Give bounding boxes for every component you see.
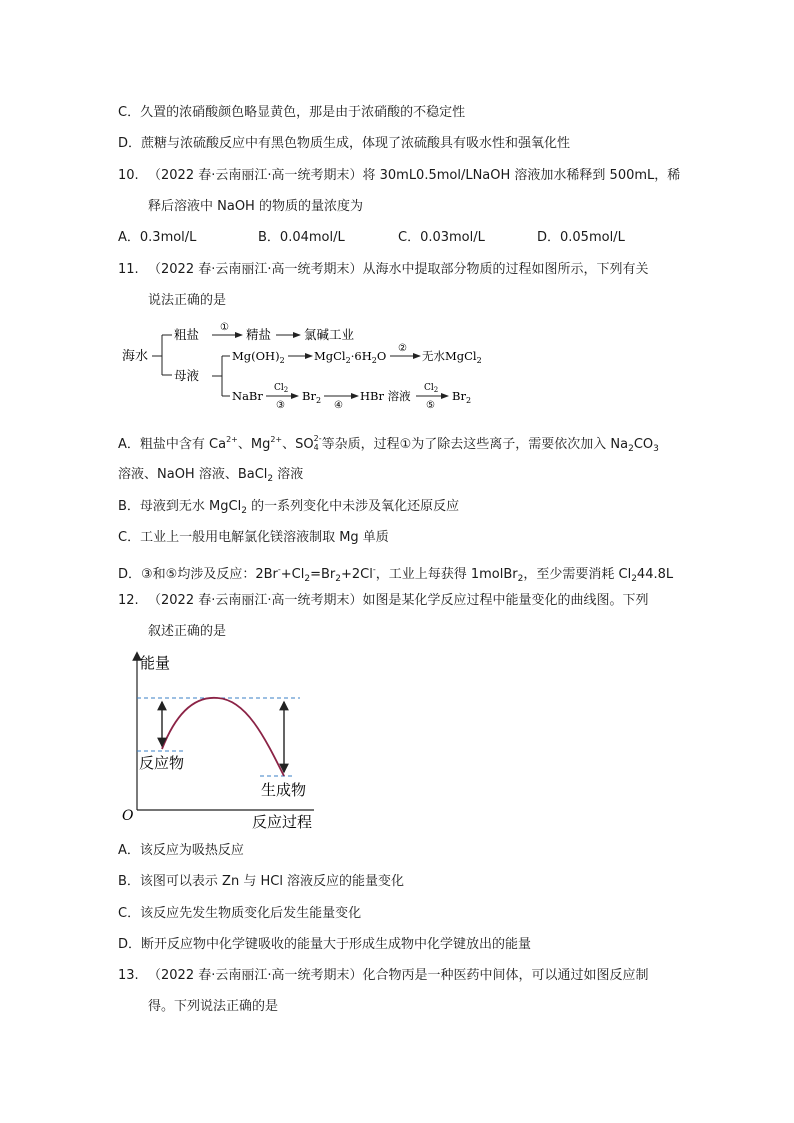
crude-salt-label: 粗盐 — [174, 327, 200, 342]
step4-label: ④ — [334, 400, 343, 410]
q12-option-b: B．该图可以表示 Zn 与 HCl 溶液反应的能量变化 — [118, 874, 405, 889]
q12-stem-line1: （2022 春·云南丽江·高一统考期末）如图是某化学反应过程中能量变化的曲线图。下列 — [148, 593, 649, 608]
mgcl2-hydrate-formula: MgCl — [314, 349, 346, 363]
product-label: 生成物 — [261, 781, 307, 799]
q11-stem-line1: （2022 春·云南丽江·高一统考期末）从海水中提取部分物质的过程如图所示，下列有关 — [148, 262, 649, 277]
cl2-reagent-3: Cl — [274, 383, 284, 393]
q13-stem-line1: （2022 春·云南丽江·高一统考期末）化合物丙是一种医药中间体，可以通过如图反应制 — [148, 968, 649, 983]
step1-label: ① — [220, 322, 229, 333]
br2-final-formula: Br — [452, 389, 466, 403]
mgoh2-formula: Mg(OH) — [232, 349, 280, 363]
step2-label: ② — [398, 343, 407, 354]
cl2-reagent-5: Cl — [424, 383, 434, 393]
origin-label: O — [122, 808, 134, 824]
anhydrous-mgcl2-sub: 2 — [476, 356, 482, 365]
q10-stem-line2: 释后溶液中 NaOH 的物质的量浓度为 — [148, 199, 363, 214]
step3-label: ③ — [276, 400, 285, 410]
q10-option-c: C．0.03mol/L — [398, 230, 485, 245]
nabr-formula: NaBr — [232, 389, 263, 403]
mgcl2-hydrate-sub2: 2 — [371, 356, 377, 365]
svg-text:Mg(OH)2 — [232, 349, 285, 365]
svg-text:Br2: $Br_2$ — [452, 389, 472, 405]
br2-formula: Br — [302, 389, 316, 403]
chlor-alkali-label: 氯碱工业 — [304, 327, 355, 342]
seawater-process-diagram — [118, 318, 498, 410]
q12-number: 12. — [118, 593, 139, 608]
q10-stem-line1: （2022 春·云南丽江·高一统考期末）将 30mL0.5mol/LNaOH 溶液加水稀释到 500mL，稀 — [148, 168, 681, 183]
q9-option-d: D．蔗糖与浓硫酸反应中有黑色物质生成，体现了浓硫酸具有吸水性和强氧化性 — [118, 136, 571, 151]
q11-option-a-line1: A．粗盐中含有 $Ca^{2+}$、$Mg^{2+}$、SO 2- 4 等杂质，过程①为了除去这些离子，需要依次加入 $Na_2CO_3$ — [118, 434, 659, 454]
reactant-label: 反应物 — [139, 754, 185, 772]
y-axis-label: 能量 — [140, 654, 171, 672]
fine-salt-label: 精盐 — [246, 327, 272, 342]
q10-number: 10. — [118, 168, 139, 183]
mother-liquor-label: 母液 — [174, 368, 200, 383]
mgcl2-hydrate-end: O — [376, 349, 387, 363]
mgcl2-hydrate-mid: ·6H — [350, 349, 372, 363]
svg-text:Cl2: $Cl_2$ — [274, 383, 289, 394]
seawater-label: 海水 — [122, 349, 149, 364]
step5-label: ⑤ — [426, 400, 435, 410]
q11-option-c: C．工业上一般用电解氯化镁溶液制取 Mg 单质 — [118, 530, 389, 545]
q12-stem-line2: 叙述正确的是 — [148, 624, 227, 639]
q12-option-c: C．该反应先发生物质变化后发生能量变化 — [118, 906, 362, 921]
hbr-solution-label: HBr 溶液 — [360, 389, 411, 403]
q11-option-a-line2: 溶液、NaOH 溶液、BaCl$_2$ 溶液 — [118, 467, 304, 484]
q10-option-d: D．0.05mol/L — [537, 230, 625, 245]
q10-option-b: B．0.04mol/L — [258, 230, 345, 245]
x-axis-label: 反应过程 — [252, 813, 313, 831]
q11-stem-line2: 说法正确的是 — [148, 293, 227, 308]
svg-text:Cl2: $Cl_2$ — [424, 383, 439, 394]
mgoh2-subscript: 2 — [279, 356, 285, 365]
q11-option-d: D．③和⑤均涉及反应：$2Br^-+Cl_2=Br_2+2Cl^-$，工业上每获得 1molBr$_2$，至少需要消耗 $Cl_244.8L$ — [118, 565, 674, 584]
svg-text:MgCl2·6H2O — [314, 349, 386, 365]
q13-stem-line2: 得。下列说法正确的是 — [148, 999, 279, 1014]
q9-option-c: C．久置的浓硝酸颜色略显黄色，那是由于浓硝酸的不稳定性 — [118, 105, 466, 120]
q11-option-b: B．母液到无水 MgCl$_2$ 的一系列变化中未涉及氧化还原反应 — [118, 499, 460, 516]
svg-text:无水MgCl2 — [422, 349, 482, 365]
q10-option-a: A．0.3mol/L — [118, 230, 197, 245]
q13-number: 13. — [118, 968, 139, 983]
q12-option-a: A．该反应为吸热反应 — [118, 843, 244, 858]
q11-number: 11. — [118, 262, 139, 277]
svg-text:Br2: $Br_2$ — [302, 389, 322, 405]
mgcl2-hydrate-sub1: 2 — [345, 356, 351, 365]
q12-option-d: D．断开反应物中化学键吸收的能量大于形成生成物中化学键放出的能量 — [118, 937, 532, 952]
energy-profile-diagram — [118, 648, 328, 833]
anhydrous-mgcl2-label: 无水MgCl — [422, 349, 477, 363]
